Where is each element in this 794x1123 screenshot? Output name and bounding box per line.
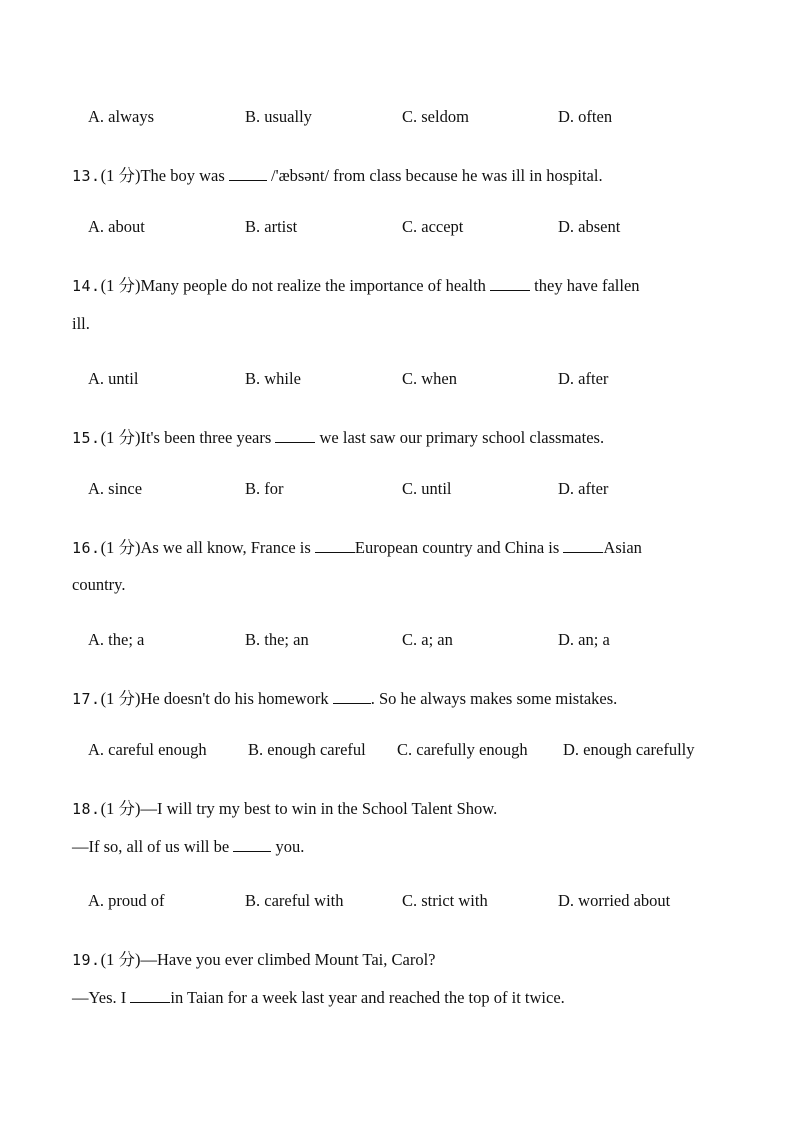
question-18	[72, 795, 497, 819]
question-text: —Have you ever climbed Mount Tai, Carol?	[140, 950, 436, 969]
option-b: B. usually	[245, 107, 312, 126]
question-19	[72, 946, 435, 970]
question-text: you.	[271, 837, 305, 856]
question-text: they have fallen	[530, 276, 640, 295]
question-19-reply	[72, 988, 565, 1008]
question-score: (1 分)	[100, 689, 141, 708]
option-b: B. while	[245, 369, 301, 388]
question-18-reply	[72, 837, 304, 857]
option-d: D. worried about	[558, 891, 671, 910]
answer-blank	[490, 276, 530, 291]
option-a: A. about	[88, 217, 145, 236]
question-text: European country and China is	[354, 538, 564, 557]
question-text: . So he always makes some mistakes.	[370, 689, 618, 708]
option-d: D. after	[558, 479, 609, 498]
question-score: (1 分)	[100, 799, 141, 818]
question-number: 15.	[72, 429, 101, 447]
option-d: D. enough carefully	[563, 740, 695, 759]
option-b: B. enough careful	[248, 740, 366, 759]
question-text: /'æbsənt/ from class because he was ill in hospital.	[266, 166, 603, 185]
answer-blank	[333, 689, 371, 704]
question-14	[72, 272, 640, 296]
question-score: (1 分)	[100, 428, 141, 447]
question-score: (1 分)	[100, 276, 141, 295]
option-a: A. the; a	[88, 630, 145, 649]
question-text: He doesn't do his homework	[140, 689, 333, 708]
question-score: (1 分)	[100, 950, 141, 969]
question-score: (1 分)	[100, 166, 141, 185]
option-a: A. since	[88, 479, 143, 498]
question-text: Many people do not realize the importance of health	[140, 276, 491, 295]
question-text: in Taian for a week last year and reached the top of it twice.	[170, 988, 565, 1007]
question-number: 13.	[72, 167, 101, 185]
option-c: C. until	[402, 479, 452, 498]
option-b: B. for	[245, 479, 284, 498]
option-b: B. artist	[245, 217, 298, 236]
question-13	[72, 162, 603, 186]
option-d: D. often	[558, 107, 613, 126]
option-d: D. absent	[558, 217, 621, 236]
option-a: A. always	[88, 107, 154, 126]
question-14-continued	[72, 314, 90, 334]
answer-blank	[315, 538, 355, 553]
question-text: —If so, all of us will be	[72, 837, 234, 856]
answer-blank	[233, 837, 271, 852]
answer-blank	[275, 428, 315, 443]
option-c: C. carefully enough	[397, 740, 528, 759]
question-text: Asian	[603, 538, 642, 557]
question-16	[72, 534, 642, 558]
question-text: As we all know, France is	[140, 538, 315, 557]
option-c: C. a; an	[402, 630, 453, 649]
option-b: B. careful with	[245, 891, 344, 910]
question-15	[72, 424, 604, 448]
question-number: 14.	[72, 277, 101, 295]
question-score: (1 分)	[100, 538, 141, 557]
question-17	[72, 685, 617, 709]
question-text: we last saw our primary school classmates.	[315, 428, 605, 447]
question-number: 17.	[72, 690, 101, 708]
answer-blank	[229, 166, 267, 181]
answer-blank	[130, 988, 170, 1003]
option-a: A. proud of	[88, 891, 165, 910]
question-number: 19.	[72, 951, 101, 969]
option-c: C. strict with	[402, 891, 488, 910]
option-c: C. when	[402, 369, 457, 388]
question-text: —Yes. I	[72, 988, 131, 1007]
question-text: The boy was	[140, 166, 229, 185]
option-a: A. careful enough	[88, 740, 207, 759]
option-a: A. until	[88, 369, 139, 388]
question-text: country.	[72, 575, 126, 594]
question-text: ill.	[72, 314, 90, 333]
option-c: C. accept	[402, 217, 464, 236]
option-b: B. the; an	[245, 630, 309, 649]
option-d: D. an; a	[558, 630, 610, 649]
question-text: —I will try my best to win in the School Talent Show.	[140, 799, 498, 818]
question-number: 16.	[72, 539, 101, 557]
option-c: C. seldom	[402, 107, 469, 126]
question-number: 18.	[72, 800, 101, 818]
option-d: D. after	[558, 369, 609, 388]
answer-blank	[563, 538, 603, 553]
question-text: It's been three years	[140, 428, 276, 447]
question-16-continued	[72, 575, 125, 595]
